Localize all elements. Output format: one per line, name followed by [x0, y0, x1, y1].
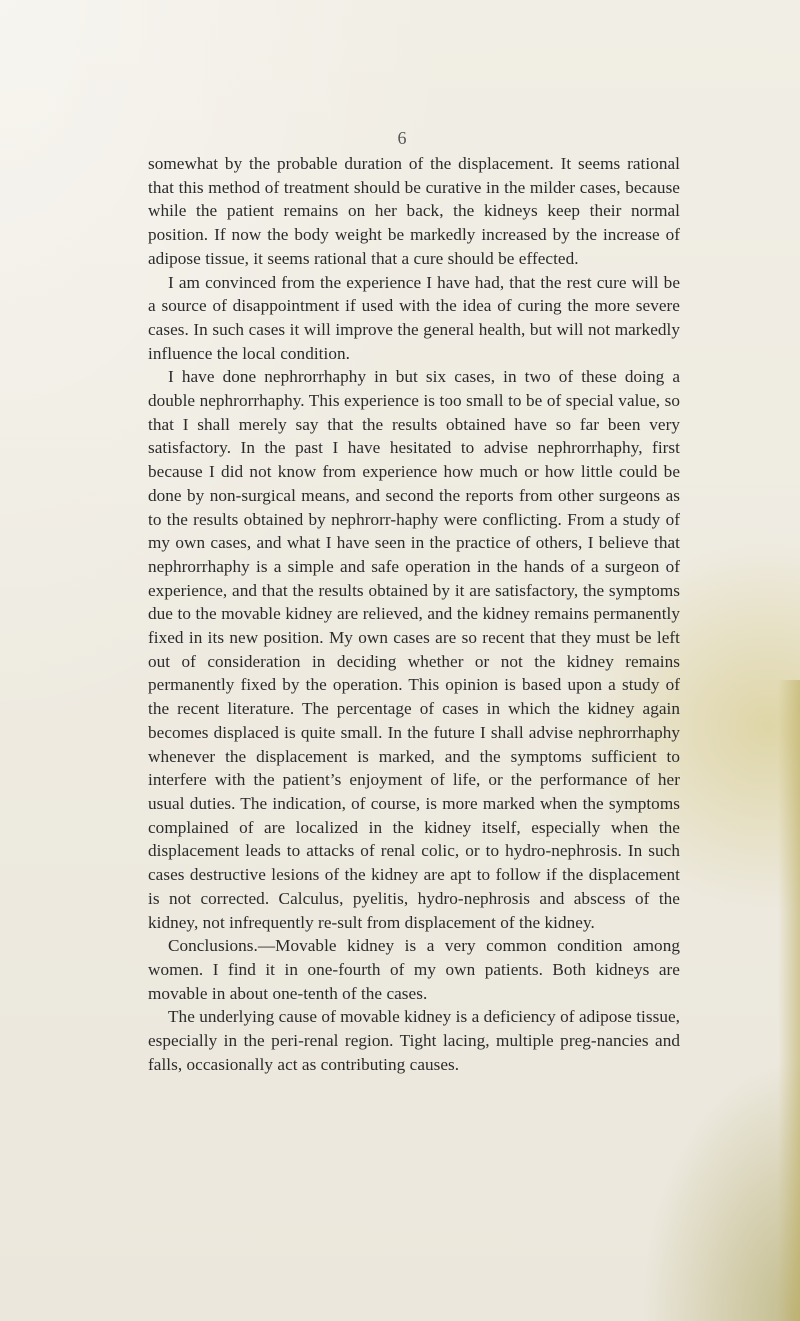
paragraph-4: Conclusions.—Movable kidney is a very common condition among women. I find it in one-fourth of my own patients. Both kidneys are movable in about one-tenth of the cases. [148, 936, 680, 1003]
paragraph-5: The underlying cause of movable kidney is a deficiency of adipose tissue, especially in the peri-renal region. Tight lacing, multiple preg-nancies and falls, occasionally act as contributing causes. [148, 1007, 680, 1074]
paragraph-3: I have done nephrorrhaphy in but six cases, in two of these doing a double nephrorrhaphy. This experience is too small to be of special value, so that I shall merely say that the results obtained have so far been very satisfactory. In the past I have hesitated to advise nephrorrhaphy, first because I did not know from experience how much or how little could be done by non-surgical means, and second the reports from other surgeons as to the results obtained by nephrorr-haphy were conflicting. From a study of my own cases, and what I have seen in the practice of others, I believe that nephrorrhaphy is a simple and safe operation in the hands of a surgeon of experience, and that the results obtained by it are satisfactory, the symptoms due to the movable kidney are relieved, and the kidney remains permanently fixed in its new position. My own cases are so recent that they must be left out of consideration in deciding whether or not the kidney remains permanently fixed by the operation. This opinion is based upon a study of the recent literature. The percentage of cases in which the kidney again becomes displaced is quite small. In the future I shall advise nephrorrhaphy whenever the displacement is marked, and the symptoms sufficient to interfere with the patient’s enjoyment of life, or the performance of her usual duties. The indication, of course, is more marked when the symptoms complained of are localized in the kidney itself, especially when the displacement leads to attacks of renal colic, or to hydro-nephrosis. In such cases destructive lesions of the kidney are apt to follow if the displacement is not corrected. Calculus, pyelitis, hydro-nephrosis and abscess of the kidney, not infrequently re-sult from displacement of the kidney. [148, 367, 680, 932]
paragraph-2: I am convinced from the experience I have had, that the rest cure will be a source of disappointment if used with the idea of curing the more severe cases. In such cases it will improve the general health, but will not markedly influence the local condition. [148, 272, 680, 363]
paragraph-1: somewhat by the probable duration of the displacement. It seems rational that this method of treatment should be curative in the milder cases, because while the patient remains on her back, the kidneys keep their normal position. If now the body weight be markedly increased by the increase of adipose tissue, it seems rational that a cure should be effected. [148, 154, 680, 268]
body-text [148, 152, 680, 1076]
page-number: 6 [397, 128, 407, 148]
page-edge-stain [778, 680, 800, 1321]
